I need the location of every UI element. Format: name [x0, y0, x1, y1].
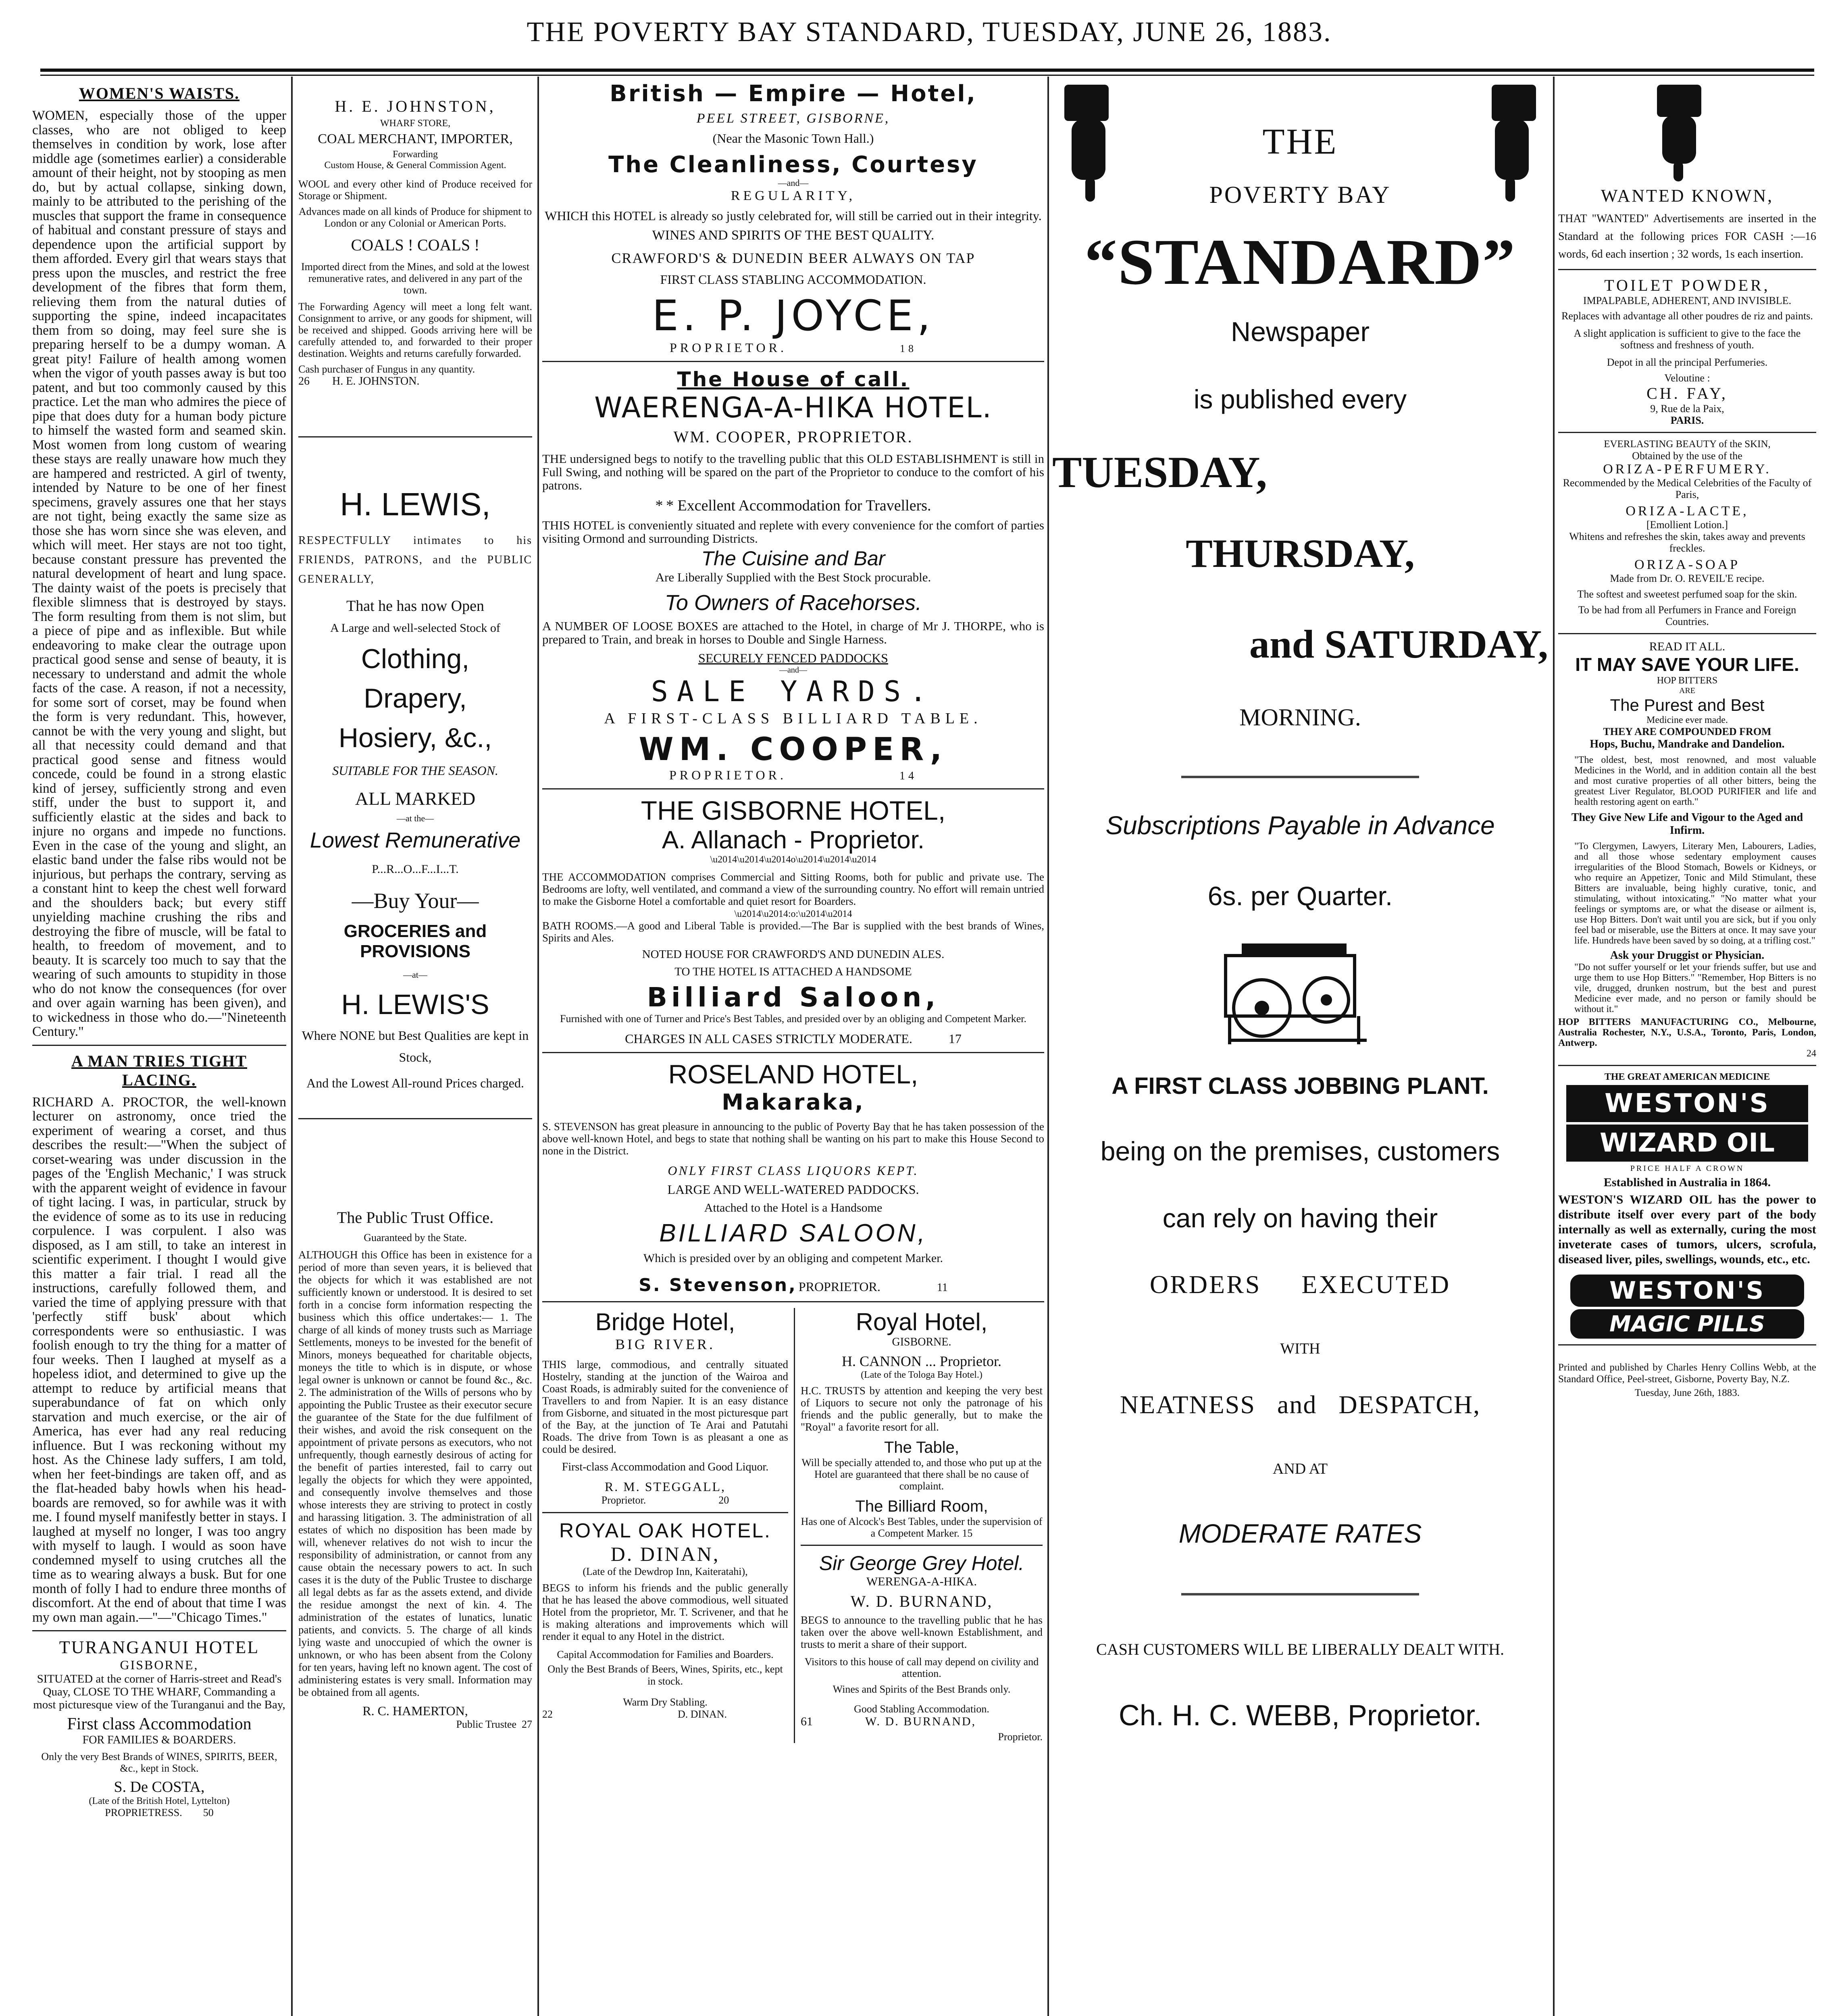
ad-line: BIG RIVER. [615, 1336, 715, 1352]
ad-line: GROCERIES and PROVISIONS [343, 921, 487, 961]
ad-body: THE undersigned begs to notify to the travelling public that this OLD ESTABLISHMENT is still in Full Swing, and nothing will be spared on the part of the Proprietor to conduce to the comfort of his patrons. [542, 452, 1044, 492]
ad-title: WANTED KNOWN, [1601, 186, 1774, 206]
ad-signature: 61 W. D. BURNAND, [801, 1715, 976, 1728]
ad-line: A slight application is sufficient to give to the face the softness and freshness of youth. [1574, 327, 1801, 351]
ad-line: TO THE HOTEL IS ATTACHED A HANDSOME [674, 965, 912, 978]
masthead-rule [40, 69, 1814, 72]
ad-line: The Billiard Room, [855, 1497, 988, 1515]
magic-pills-logo: MAGIC PILLS [1570, 1309, 1804, 1339]
ad-line: Whitens and refreshes the skin, takes away and prevents freckles. [1569, 531, 1805, 554]
ad-line: The softest and sweetest perfumed soap for the skin. [1577, 588, 1797, 600]
ad-line: COAL MERCHANT, IMPORTER, [318, 131, 513, 146]
ad-line: Capital Accommodation for Families and Boarders. [557, 1649, 774, 1660]
ad-line: The Cuisine and Bar [701, 547, 885, 570]
ad-title: H. E. JOHNSTON, [335, 97, 496, 115]
ad-line: and SATURDAY, [1249, 622, 1548, 666]
article-title: A MAN TRIES TIGHT LACING. [71, 1052, 247, 1089]
ad-title: ROYAL OAK HOTEL. [559, 1519, 771, 1542]
ad-line: 24 [1807, 1048, 1816, 1059]
ad-line: CHARGES IN ALL CASES STRICTLY MODERATE. 17 [625, 1031, 962, 1046]
ad-line: AND AT [1272, 1460, 1328, 1477]
ad-title: The House of call. [677, 368, 910, 391]
ad-line: The Table, [884, 1439, 960, 1456]
ad-body: ALTHOUGH this Office has been in existence for a period of more than seven years, it is believed that the objects for which it was established are not sufficiently known or understood. It is desired to set forth in a concise form information respecting the business which this office undertakes:— 1. The charge of all kinds of money trusts such as Marriage Settlements, moneys to be invested for the benefit of Minors, moneys bequeathed for charitable objects, moneys the title to which is in dispute, or whose legal owner is unknown or cannot be found &c., &c. 2. The administration of the Wills of persons who by appointing the Public Trustee as their executor secure the guarantee of the State for the due fulfilment of their wishes, and avoid the risk consequent on the appointment of private persons as executors, who not unfrequently, though earnestly desirous of acting for the benefit of parties interested, fail to carry out legally the objects for which they were appointed, and consequently involve themselves and those whose interests they are striving to protect in costly and harassing litigation. 3. The administration of all estates of which no disposition has been made by will, whenever relatives do not wish to incur the responsibility of administration, or cannot from any cause obtain the necessary powers to act. In such cases it is the duty of the Public Trustee to discharge all legal debts as far as the assets extend, and divide the residue amongst the next of kin. 4. The administration of the estates of lunatics, lunatic patients, and convicts. 5. The charge of all kinds lying waste and unoccupied of which the owner is unknown, or who has been absent from the Colony for ten years, having left no known agent. The cost of administering estates is very small. Information may be obtained from all agents. [298, 1249, 532, 1698]
ad-title: THE [1262, 122, 1338, 162]
article-body: WOMEN, especially those of the upper classes, who are not obliged to keep themselves in condition by work, lose after middle age (sometimes earlier) a considerable amount of their height, not by stooping as men do, but by actual collapse, sinking down, mainly to be attributed to the perishing of the muscles that support the frame in consequence of habitual and constant pressure of stays and dependence upon the artificial support by them afforded. Every girl that wears stays that press upon the muscles, and restrict the free development of the fibres that form them, relieving them from the natural duties of supporting the spine, indeed incapacitates them from so doing, may feel sure she is preparing herself to be a dumpy woman. A great pity! Failure of health among women when the vigor of youth passes away is but too patent, and but too commonly caused by this practice. Let the man who admires the piece of pipe that does duty for a human body picture to himself the wasted form and seamed skin. Most women from long custom of wearing these stays are really unaware how much they are hampered and restricted. A girl of twenty, intended by Nature to be one of her finest specimens, gravely assures one that her stays are not tight, being exactly the same size as those she has worn since she was eleven, and which will meet. Her stays are not too tight, because constant pressure has prevented the natural development of heart and lung space. The dainty waist of the poets is precisely that flexible slimness that is destroyed by stays. The form resulting from them is not slim, but a piece of pipe and as inflexible. But while endeavoring to make clear the outrage upon practical good sense and sense of beauty, it is necessary to understand and admit the whole facts of the case. A reason, if not a necessity, for some sort of corset, may be found when the form is very redundant. This, however, cannot be with the very young and slight, but all that necessity could demand and that practical good sense and fitness would concede, could be found in a strong elastic kind of jersey, sufficiently strong and even stiff, under the bust to support it, and sufficiently elastic at the sides and back to injure no organs and impede no functions. Even in the case of the young and slight, an elastic band under the false ribs would not be injurious, but perhaps the contrary, serving as a constant hint to keep the chest well forward and the shoulders back; but every stiff unyielding machine crushing the ribs and destroying the fibre of muscle, will be fatal to health, to freedom of movement, and to beauty. It is scarcely too much to say that the wearing of such amounts to stupidity in those who do not know the consequences (for over and over again warning has been given), and to wickedness in those who do.—"Nineteenth Century." [32, 108, 286, 1039]
ad-line: Wines and Spirits of the Best Brands only. [833, 1683, 1011, 1695]
column-1 [32, 81, 286, 2016]
ad-line: (Near the Masonic Town Hall.) [712, 131, 874, 146]
ad-line: 6s. per Quarter. [1207, 881, 1393, 911]
ad-line: Custom House, & General Commission Agent. [324, 160, 506, 171]
ad-line: Warm Dry Stabling. [623, 1696, 708, 1708]
ad-body: HOP BITTERS MANUFACTURING CO., Melbourne, Australia Rochester, N.Y., U.S.A., Toronto, Paris, London, Antwerp. [1558, 1017, 1816, 1048]
ad-line: SUITABLE FOR THE SEASON. [332, 763, 498, 778]
ad-signature: R. M. STEGGALL, [604, 1479, 726, 1494]
ad-line: Only the very Best Brands of WINES, SPIRITS, BEER, &c., kept in Stock. [41, 1751, 277, 1774]
ad-line: D. DINAN, [610, 1543, 720, 1565]
imprint-date: Tuesday, June 26th, 1883. [1635, 1387, 1740, 1398]
ad-title: EVERLASTING BEAUTY of the SKIN, [1604, 439, 1771, 450]
ad-line: P...R...O...F...I...T. [372, 862, 459, 876]
ad-line: H. LEWIS'S [341, 989, 489, 1020]
imprint: Printed and published by Charles Henry Collins Webb, at the Standard Office, Peel-street, Gisborne, Poverty Bay, N.Z. [1558, 1362, 1816, 1385]
ad-title: H. LEWIS, [340, 486, 491, 522]
ad-line: A FIRST-CLASS BILLIARD TABLE. [604, 710, 982, 727]
ad-title: British — Empire — Hotel, [610, 81, 977, 107]
ad-line: A FIRST CLASS JOBBING PLANT. [1111, 1073, 1489, 1099]
ad-line: FOR FAMILIES & BOARDERS. [82, 1734, 236, 1746]
ad-line: PEEL STREET, GISBORNE, [696, 111, 890, 126]
ad-line: PRICE HALF A CROWN [1630, 1164, 1744, 1173]
ad-line: Made from Dr. O. REVEIL'E recipe. [1610, 573, 1765, 584]
ad-body: Imported direct from the Mines, and sold at the lowest remunerative rates, and delivered in any part of the town. [301, 261, 530, 296]
ad-line: ORDERS EXECUTED [1149, 1270, 1451, 1299]
ad-line: [Emollient Lotion.] [1646, 519, 1728, 531]
ad-body: BATH ROOMS.—A good and Liberal Table is provided.—The Bar is supplied with the best brands of Wines, Spirits and Ales. [542, 920, 1044, 944]
ad-line: Medicine ever made. [1646, 715, 1728, 725]
column-2 [298, 81, 532, 2016]
ad-line: WERENGA-A-HIKA. [866, 1575, 977, 1588]
ad-body: THIS HOTEL is conveniently situated and replete with every convenience for the comfort of parties visiting Ormond and surrounding Districts. [542, 518, 1044, 546]
ad-line: Billiard Saloon, [647, 982, 940, 1013]
ad-line: * * Excellent Accommodation for Travellers. [655, 497, 931, 514]
ad-line: The Purest and Best [1610, 696, 1765, 714]
ad-body: Advances made on all kinds of Produce for shipment to London or any Colonial or American Ports. [298, 206, 532, 229]
ad-line: FIRST CLASS STABLING ACCOMMODATION. [660, 272, 926, 287]
column-rule [1047, 77, 1049, 2016]
ad-line: WHARF STORE, [380, 118, 451, 129]
ad-line: And the Lowest All-round Prices charged. [306, 1076, 524, 1090]
ad-line: Public Trustee 27 [456, 1718, 532, 1730]
ad-signature: S. De COSTA, [114, 1779, 205, 1795]
ad-line: (Late of the Tologa Bay Hotel.) [861, 1370, 982, 1380]
ad-line: Attached to the Hotel is a Handsome [704, 1201, 883, 1214]
ad-line: The Cleanliness, Courtesy [608, 152, 978, 178]
ad-line: Hosiery, &c., [338, 723, 492, 753]
ad-line: Where NONE but Best Qualities are kept in Stock, [302, 1028, 529, 1064]
column-3b [795, 1308, 1043, 1743]
ad-signature: Ch. H. C. WEBB, Proprietor. [1118, 1699, 1482, 1732]
ad-line: Proprietor. 20 [601, 1494, 729, 1506]
ad-line: Proprietor. [998, 1731, 1043, 1743]
ad-body: THIS large, commodious, and centrally situated Hostelry, standing at the junction of the Wairoa and Coast Roads, is admirably suited for the convenience of Travellers to and from Napier. It is an easy distance from Gisborne, and situated in the most picturesque part of the Bay, at the junction of Te Arai and Patutahi Roads. The drive from Town is as pleasant a one as could be desired. [542, 1358, 788, 1455]
ad-body: Cash purchaser of Fungus in any quantity. [298, 363, 475, 375]
column-rule [291, 77, 293, 2016]
ad-line: NOTED HOUSE FOR CRAWFORD'S AND DUNEDIN ALES. [642, 948, 945, 961]
ad-line: WINES AND SPIRITS OF THE BEST QUALITY. [652, 228, 935, 243]
ad-line: H. CANNON ... Proprietor. [842, 1353, 1001, 1369]
column-5 [1558, 81, 1816, 2016]
ad-line: HOP BITTERS [1657, 675, 1718, 686]
ad-signature: WM. COOPER, [639, 731, 948, 768]
ad-place: GISBORNE, [120, 1658, 199, 1672]
ad-line: W. D. BURNAND, [850, 1592, 993, 1610]
ad-body: WHICH this HOTEL is already so justly celebrated for, will still be carried out in their integrity. [545, 208, 1042, 223]
ad-line: Depot in all the principal Perfumeries. [1607, 356, 1768, 368]
column-4 [1052, 81, 1548, 2016]
ad-title: Royal Hotel, [855, 1308, 988, 1335]
ad-body: THAT "WANTED" Advertisements are inserted in the Standard at the following prices FOR CASH :—16 words, 6d each insertion ; 32 words, 1s each insertion. [1558, 212, 1816, 260]
ad-line: can rely on having their [1162, 1203, 1438, 1233]
ad-line: To Owners of Racehorses. [664, 591, 922, 615]
masthead-rule-thin [40, 75, 1814, 76]
ad-signature: 22 D. DINAN. [542, 1708, 727, 1720]
ad-line: SECURELY FENCED PADDOCKS [698, 651, 888, 665]
ad-line: Good Stabling Accommodation. [854, 1703, 989, 1715]
ad-signature: E. P. JOYCE, [652, 291, 935, 340]
article-title: WOMEN'S WAISTS. [79, 84, 240, 102]
pointing-hand-icon [1558, 81, 1816, 185]
ad-line: SALE YARDS. [651, 675, 936, 708]
ad-body: WOOL and every other kind of Produce received for Storage or Shipment. [298, 178, 532, 202]
ad-line: A Large and well-selected Stock of [330, 621, 500, 635]
ad-line: is published every [1193, 384, 1407, 414]
ad-line: being on the premises, customers [1100, 1136, 1500, 1166]
ad-body: "The oldest, best, most renowned, and most valuable Medicines in the World, and in addition contain all the best and most curative properties of all other bitters, being the greatest Liver Regulator, BLOOD PURIFIER and life and health restoring agent on earth." [1574, 755, 1816, 807]
ad-body: BEGS to announce to the travelling public that he has taken over the above well-known Establishment, and trusts to merit a share of their support. [801, 1614, 1043, 1650]
ad-title: The Public Trust Office. [337, 1208, 494, 1227]
ad-title: TURANGANUI HOTEL [59, 1637, 260, 1657]
ad-line: Which is presided over by an obliging and competent Marker. [643, 1252, 943, 1265]
ad-body: Has one of Alcock's Best Tables, under the supervision of a Competent Marker. 15 [801, 1516, 1043, 1539]
ad-body: Will be specially attended to, and those who put up at the Hotel are guaranteed that there shall be no cause of complaint. [801, 1457, 1042, 1492]
ad-line: NEATNESS and DESPATCH, [1120, 1390, 1481, 1419]
ad-line: Clothing, [361, 644, 470, 674]
ad-line: First-class Accommodation and Good Liquor. [562, 1461, 769, 1473]
ad-body: A NUMBER OF LOOSE BOXES are attached to the Hotel, in charge of Mr J. THORPE, who is prepared to Train, and break in horses to Double and Single Harness. [542, 619, 1044, 646]
ad-body: S. STEVENSON has great pleasure in announcing to the public of Poverty Bay that he has taken possession of the above well-known Hotel, and begs to state that nothing shall be wanting on his part to make this House Second to none in the District. [542, 1120, 1044, 1157]
ad-line: POVERTY BAY [1209, 181, 1391, 208]
ad-line: ORIZA-SOAP [1634, 557, 1740, 572]
ad-title: Sir George Grey Hotel. [819, 1552, 1024, 1574]
ad-line: REGULARITY, [731, 188, 856, 203]
ad-body: Furnished with one of Turner and Price's Best Tables, and presided over by an obliging and Competent Marker. [560, 1013, 1027, 1025]
ad-line: THURSDAY, [1186, 531, 1415, 576]
ad-line: Visitors to this house of call may depend on civility and attention. [804, 1656, 1039, 1679]
two-column-block [542, 1308, 1044, 1743]
ad-line: Replaces with advantage all other poudres de riz and paints. [1561, 310, 1813, 322]
ad-line: Guaranteed by the State. [364, 1232, 467, 1243]
article-body: RICHARD A. PROCTOR, the well-known lecturer on astronomy, once tried the experiment of wearing a corset, and thus describes the result:—"When the subject of corset-wearing was under discussion in the pages of the 'English Mechanic,' I was struck with the apparent weight of evidence in favour of tight lacing. I was, in particular, struck by the evidence of some as to its use in reducing corpulence. I was corpulent. I also was disposed, as I am still, to take an interest in scientific experiment. I thought I would give this matter a fair trial. I read all the instructions, carefully followed them, and varied the time of applying pressure with that 'perfectly stiff busk' about which correspondents were so enthusiastic. I was foolish enough to try the thing for a matter of four weeks. Then I laughed at myself as a hopeless idiot, and determined to give up the attempt to reduce by artificial means that superabundance of fat on which only starvation and much exercise, or the air of America, has ever had any real reducing influence. But I was reckoning without my host. As the Chinese lady suffers, I am told, when her feet-bindings are taken off, and as the flat-headed baby howls when his head-boards are removed, so for awhile was it with me. I found myself manifestly better in stays. I laughed at myself no longer, I was too angry with myself to laugh. I would as soon have condemned myself to using crutches all the time as to wearing always a busk. But for one month of folly I had to endure three months of discomfort. At the end of about that time I was my own man again.—"—"Chicago Times." [32, 1094, 286, 1625]
ad-title: WAERENGA-A-HIKA HOTEL. [594, 391, 992, 424]
ad-line: Established in Australia in 1864. [1603, 1176, 1771, 1189]
ad-line: That he has now Open [346, 598, 484, 614]
ad-line: Hops, Buchu, Mandrake and Dandelion. [1590, 738, 1785, 750]
ad-body: The Forwarding Agency will meet a long felt want. Consignment to arrive, or any goods for shipment, will be received and shipped. Goods arriving here will be carefully attended to, and forwarded to their proper destination. Weights and returns carefully forwarded. [298, 301, 532, 359]
ad-line: ORIZA-LACTE, [1626, 504, 1749, 519]
ad-line: ALL MARKED [355, 788, 476, 809]
ad-line: They Give New Life and Vigour to the Aged and Infirm. [1571, 811, 1803, 837]
ad-line: 9, Rue de la Paix, [1650, 403, 1724, 414]
ad-line: Only the Best Brands of Beers, Wines, Spirits, etc., kept in stock. [547, 1663, 783, 1687]
ad-line: TUESDAY, [1052, 448, 1267, 497]
ad-body: H.C. TRUSTS by attention and keeping the very best of Liquors to secure not only the patronage of his friends and the public generally, but to make the "Royal" a favorite resort for all. [801, 1385, 1043, 1433]
ad-line: PARIS. [1670, 414, 1704, 426]
ad-line: THE GREAT AMERICAN MEDICINE [1604, 1072, 1770, 1082]
ad-title: Bridge Hotel, [595, 1308, 735, 1335]
ad-line: IMPALPABLE, ADHERENT, AND INVISIBLE. [1583, 295, 1792, 306]
ad-line: —Buy Your— [352, 889, 479, 913]
ad-line: Drapery, [364, 683, 467, 714]
ad-body: WESTON'S WIZARD OIL has the power to distribute itself over every part of the body internally as well as externally, curing the most inveterate cases of tumors, ulcers, scrofula, diseased liver, piles, swellings, wounds, etc., etc. [1558, 1192, 1816, 1266]
ad-line: —and— [778, 178, 809, 188]
ad-line: CRAWFORD'S & DUNEDIN BEER ALWAYS ON TAP [611, 250, 975, 266]
ad-line: ARE [1679, 686, 1695, 695]
ad-signature: R. C. HAMERTON, [362, 1704, 468, 1718]
ad-line: —at— [403, 970, 427, 980]
ad-body: THE ACCOMMODATION comprises Commercial and Sitting Rooms, both for public and private use. The Bedrooms are lofty, well ventilated, and command a view of the surrounding country. No effort will remain untried to make the Gisborne Hotel a comfortable and quiet resort for Boarders. [542, 871, 1044, 907]
ad-body: "To Clergymen, Lawyers, Literary Men, Labourers, Ladies, and all those whose sedentary employment causes irregularities of the Blood Stomach, Bowels or Kidneys, or who require an Appetizer, Tonic and Mild Stimulant, these Bitters are invaluable, being highly curative, tonic, and stimulating, without intoxicating." "No matter what your feelings or symptoms are, or what the disease or ailment is, use Hop Bitters. Don't wait until you are sick, but if you only feel bad or miserable, use the Bitters at once. It may save your life. Hundreds have been saved by so doing, at a trifling cost." [1574, 841, 1816, 946]
ad-line: GISBORNE. [892, 1336, 951, 1348]
ad-line: Makaraka, [722, 1089, 865, 1115]
ad-line: Obtained by the use of the [1632, 450, 1742, 462]
ad-title: ROSELAND HOTEL, [668, 1059, 918, 1089]
wizard-oil-logo: WIZARD OIL [1566, 1125, 1808, 1162]
ad-title: IT MAY SAVE YOUR LIFE. [1575, 654, 1799, 675]
westons-pills-logo: WESTON'S [1570, 1275, 1804, 1307]
ad-line: COALS ! COALS ! [351, 236, 480, 254]
ad-line: PROPRIETOR. 14 [669, 768, 917, 782]
ad-line: WM. COOPER, PROPRIETOR. [673, 428, 913, 446]
ad-line: MORNING. [1239, 704, 1361, 731]
ad-line: Veloutine : [1664, 372, 1710, 384]
column-rule [537, 77, 539, 2016]
ad-line: CASH CUSTOMERS WILL BE LIBERALLY DEALT WITH. [1096, 1640, 1504, 1658]
ad-title: “STANDARD” [1084, 226, 1516, 298]
ad-body: RESPECTFULLY intimates to his FRIENDS, PATRONS, and the PUBLIC GENERALLY, [298, 534, 532, 585]
ad-line: READ IT ALL. [1649, 640, 1726, 653]
ad-line: (Late of the Dewdrop Inn, Kaiteratahi), [583, 1566, 748, 1577]
ad-body: SITUATED at the corner of Harris-street and Read's Quay, CLOSE TO THE WHARF, Commanding a most picturesque view of the Turanganui and the Bay, [33, 1672, 285, 1711]
ad-line: —at the— [396, 813, 434, 823]
ad-title: TOILET POWDER, [1604, 276, 1770, 294]
ad-line: WITH [1280, 1340, 1320, 1357]
ad-line: Ask your Druggist or Physician. [1610, 949, 1765, 962]
westons-logo: WESTON'S [1566, 1085, 1808, 1122]
ad-line: First class Accommodation [67, 1715, 252, 1733]
masthead: THE POVERTY BAY STANDARD, TUESDAY, JUNE 26, 1883. [527, 17, 1332, 48]
column-3a [542, 1308, 795, 1743]
ad-line: THEY ARE COMPOUNDED FROM [1603, 726, 1771, 737]
ad-line: CH. FAY, [1646, 384, 1728, 402]
ad-line: ONLY FIRST CLASS LIQUORS KEPT. [668, 1163, 919, 1178]
ad-line: —and— [779, 666, 807, 675]
ad-line: PROPRIETOR. 18 [669, 340, 917, 355]
ad-line: Are Liberally Supplied with the Best Stock procurable. [655, 570, 931, 584]
ad-line: Subscriptions Payable in Advance [1105, 811, 1495, 840]
ad-line: Lowest Remunerative [310, 828, 521, 852]
ad-line: To be had from all Perfumers in France and Foreign Countries. [1578, 604, 1796, 627]
ad-body: "Do not suffer yourself or let your friends suffer, but use and urge them to use Hop Bitters." "Remember, Hop Bitters is no vile, drugged, drunken nostrum, but the best and purest Medicine ever made, and no person or family should be without it." [1574, 962, 1816, 1014]
printing-press-image [1052, 927, 1548, 1056]
ad-line: BILLIARD SALOON, [659, 1219, 927, 1247]
ad-signature: 26 H. E. JOHNSTON. [298, 375, 420, 387]
ad-line: A. Allanach - Proprietor. [662, 826, 925, 854]
ad-line: Recommended by the Medical Celebrities of the Faculty of Paris, [1563, 477, 1812, 500]
ad-line: MODERATE RATES [1178, 1518, 1422, 1548]
ad-line: (Late of the British Hotel, Lyttelton) [89, 1796, 230, 1806]
column-3: British — Empire — Hotel, PEEL STREET, GISBORNE, (Near the Masonic Town Hall.) The Cleanliness, Courtesy —and— REGULARITY, WHICH this HOTEL is already so justly celebrated for, will still be carried out in their integrity. WINES AND SPIRITS OF THE BEST QUALITY. CRAWFORD'S & DUNEDIN BEER ALWAYS ON TAP FIRST CLASS STABLING ACCOMMODATION. E. P. JOYCE, PROPRIETOR. 18 The House of call. WAERENGA-A-HIKA HOTEL. WM. COOPER, PROPRIETOR. THE undersigned begs to notify to the travelling public that this OLD ESTABLISHMENT is still in Full Swing, and nothing will be spared on the part of the Proprietor to conduce to the comfort of his patrons. * * Excellent Accommodation for Travellers. THIS HOTEL is conveniently situated and replete with every convenience for the comfort of parties visiting Ormond and surrounding Districts. The Cuisine and Bar Are Liberally Supplied with the Best Stock procurable. To Owners of Racehorses. A NUMBER OF LOOSE BOXES are attached to the Hotel, in charge of Mr J. THORPE, who is prepared to Train, and break in horses to Double and Single Harness. SECURELY FENCED PADDOCKS —and— SALE YARDS. A FIRST-CLASS BILLIARD TABLE. WM. COOPER, PROPRIETOR. 14 THE GISBORNE HOTEL, A. Allanach - Proprietor. \u2014\u2014\u2014o\u2014\u2014\u2014 THE ACCOMMODATION comprises Commercial and Sitting Rooms, both for public and private use. The Bedrooms are lofty, well ventilated, and command a view of the surrounding country. No effort will remain untried to make the Gisborne Hotel a comfortable and quiet resort for Boarders. \u2014\u2014:o:\u2014\u2014 BATH ROOMS.—A good and Liberal Table is provided.—The Bar is supplied with the best brands of Wines, Spirits and Ales. NOTED HOUSE FOR CRAWFORD'S AND DUNEDIN ALES. TO THE HOTEL IS ATTACHED A HANDSOME Billiard Saloon, Furnished with one of Turner and Price's Best Tables, and presided over by an obliging and Competent Marker. CHARGES IN ALL CASES STRICTLY MODERATE. 17 ROSELAND HOTEL, Makaraka, S. STEVENSON has great pleasure in announcing to the public of Poverty Bay that he has taken possession of the above well-known Hotel, and begs to state that nothing shall be wanting on his part to make this House Second to none in the District. ONLY FIRST CLASS LIQUORS KEPT. LARGE AND WELL-WATERED PADDOCKS. Attached to the Hotel is a Handsome BILLIARD SALOON, Which is presided over by an obliging and competent Marker. S. Stevenson, PROPRIETOR. 11 Bridge Hotel, BIG RIVER. THIS large, commodious, and centrally situated Hostelry, standing at the junction of the Wairoa and Coast Roads, is admirably suited for the convenience of Travellers to and from Napier. It is an easy distance from Gisborne, and situated in the most picturesque part of the Bay, at the junction of Te Arai and Patutahi Roads. The drive from Town is as pleasant a one as could be desired. First-class Accommodation and Good Liquor. R. M. STEGGALL, Proprietor. 20 ROYAL OAK HOTEL. D. DINAN, (Late of the Dewdrop Inn, Kaiteratahi), BEGS to inform his friends and the public generally that he has leased the above commodious, well situated Hotel from the proprietor, Mr. T. Scrivener, and that he is making alterations and improvements which will render it equal to any Hotel in the district. Capital Accommodation for Families and Boarders. Only the Best Brands of Beers, Wines, Spirits, etc., kept in stock. Warm Dry Stabling. 22 D. DINAN. Royal Hotel, GISBORNE. H. CANNON ... Proprietor. (Late of the Tologa Bay Hotel.) H.C. TRUSTS by attention and keeping the very best of Liquors to secure not only the patronage of his friends and the public generally, but to make the "Royal" a favorite resort for all. The Table, Will be specially attended to, and those who put up at the Hotel are guaranteed that there shall be no cause of complaint. The Billiard Room, Has one of Alcock's Best Tables, under the supervision of a Competent Marker. 15 Sir George Grey Hotel. WERENGA-A-HIKA. W. D. BURNAND, BEGS to announce to the travelling public that he has taken over the above well-known Establishment, and trusts to merit a share of their support. Visitors to this house of call may depend on civility and attention. Wines and Spirits of the Best Brands only. Good Stabling Accommodation. 61 W. D. BURNAND, Proprietor. [542, 81, 1044, 1743]
ad-line: LARGE AND WELL-WATERED PADDOCKS. [667, 1182, 919, 1197]
ad-signature: S. Stevenson, PROPRIETOR. 11 [639, 1275, 948, 1295]
ad-line: PROPRIETRESS. 50 [105, 1807, 214, 1818]
ad-line: Forwarding [393, 149, 438, 160]
ad-line: ORIZA-PERFUMERY. [1603, 462, 1771, 477]
ad-body: BEGS to inform his friends and the public generally that he has leased the above commodious, well situated Hotel from the proprietor, Mr. T. Scrivener, and that he is making alterations and improvements which will render it equal to any Hotel in the district. [542, 1582, 788, 1642]
ad-title: THE GISBORNE HOTEL, [641, 796, 946, 825]
column-rule [1553, 77, 1555, 2016]
ad-line: Newspaper [1231, 317, 1370, 347]
